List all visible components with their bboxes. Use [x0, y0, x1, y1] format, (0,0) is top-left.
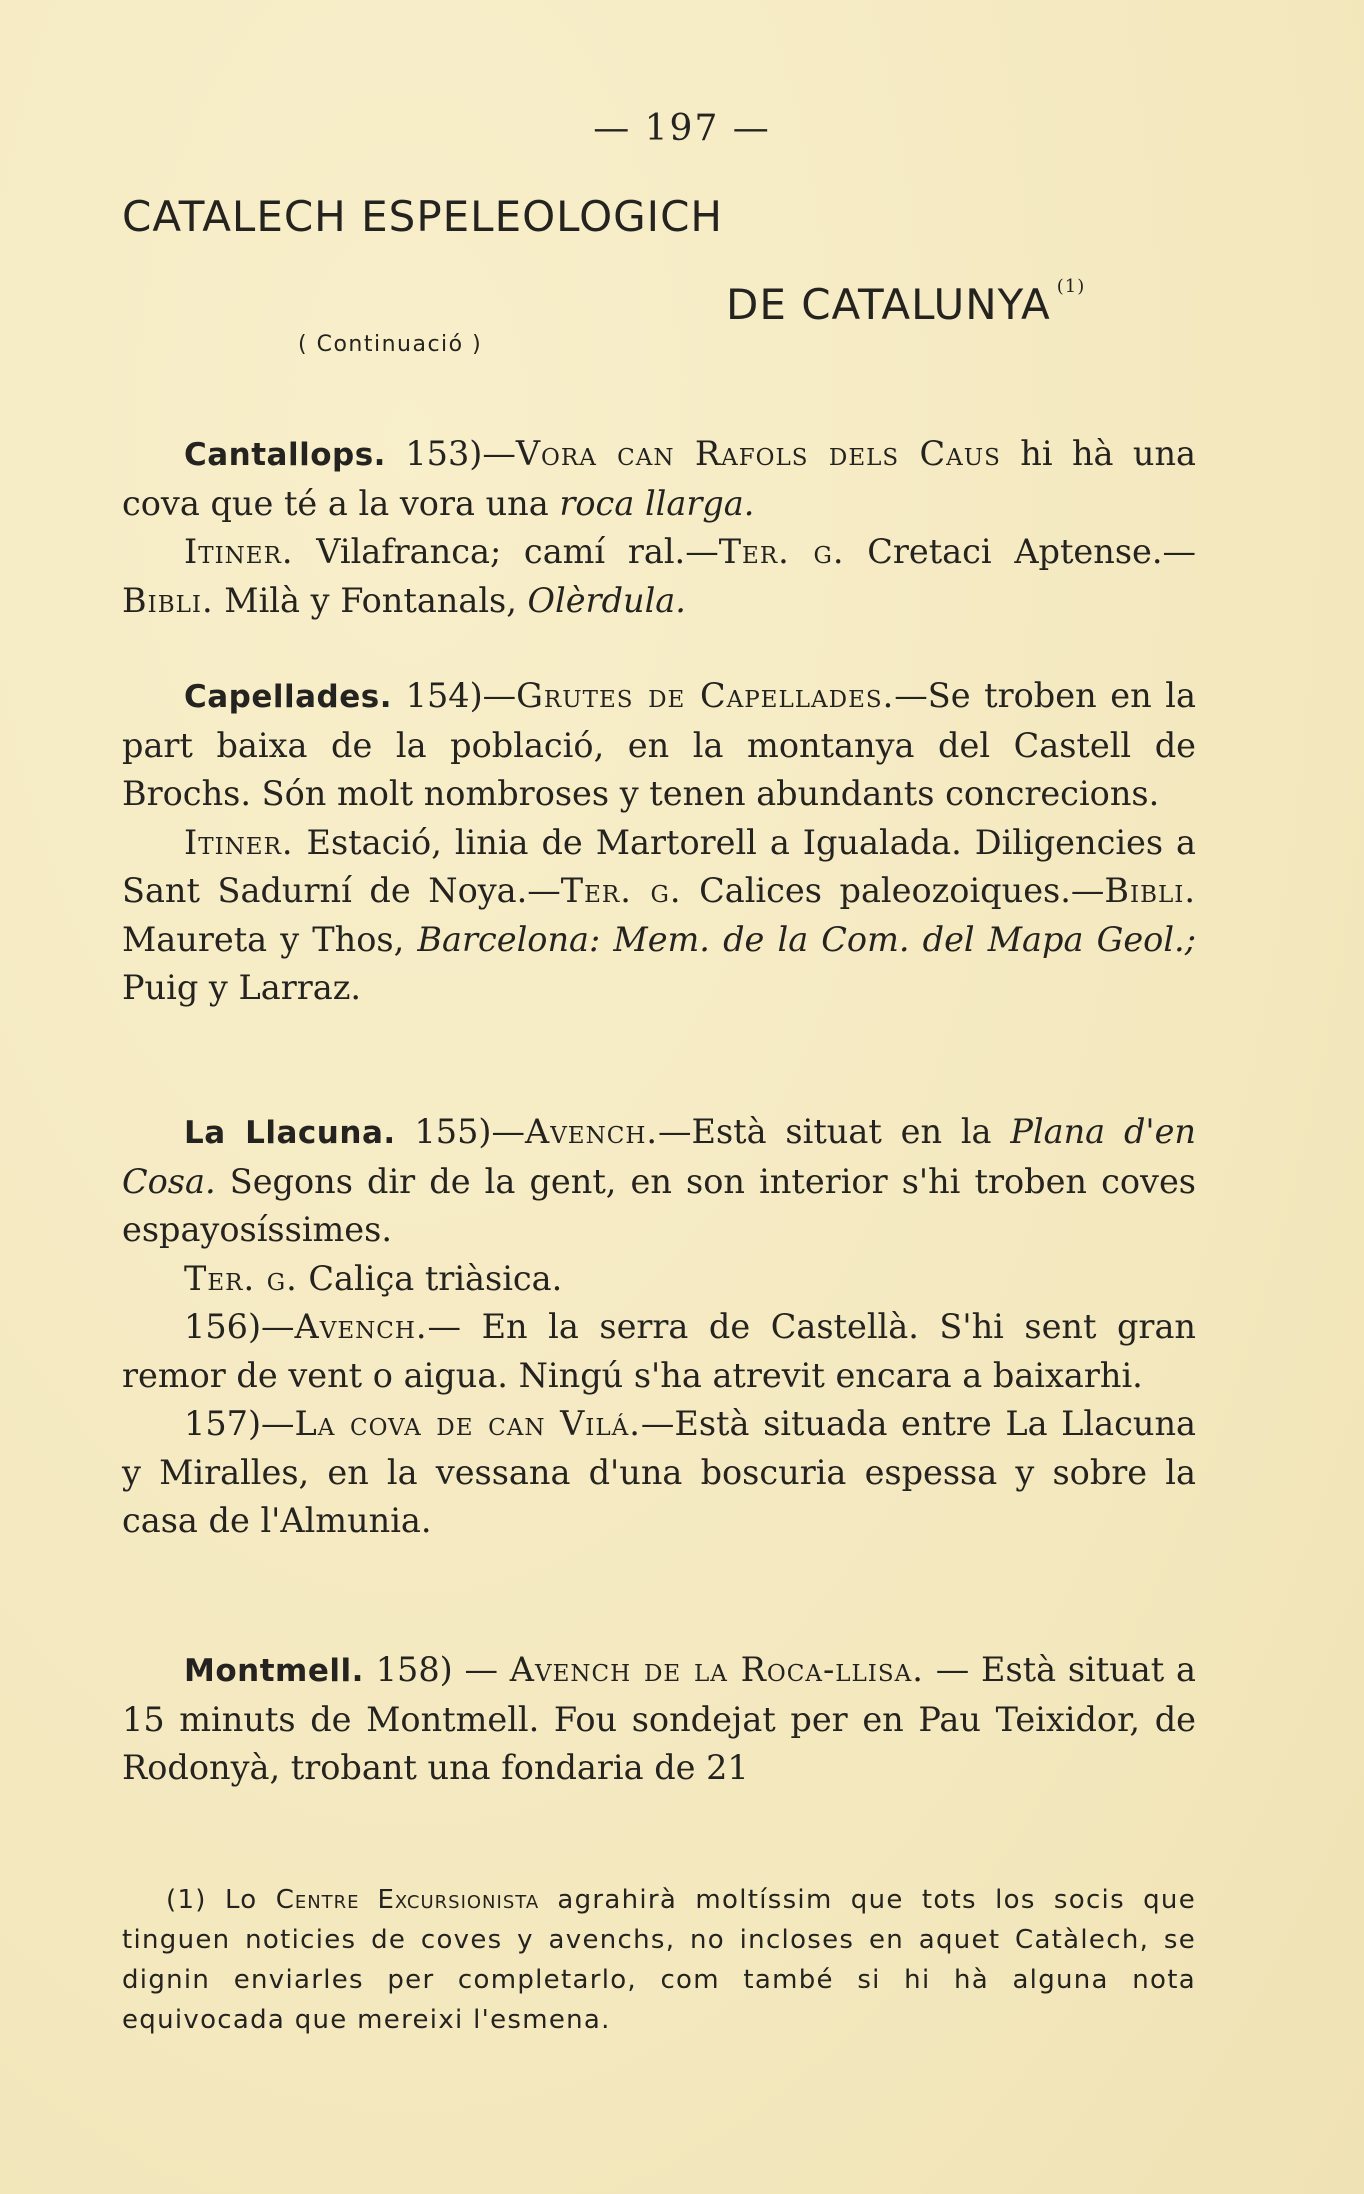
footnote-mark: (1): [166, 1885, 207, 1915]
entry-157: 157)—La cova de can Vilá.—Està situada entre La Llacuna y Miralles, en la vessana d'una boscuria espessa y sobre la casa de l'Almunia.: [122, 1404, 1196, 1540]
ter-label: Ter. g.: [718, 532, 845, 571]
place-name: Capellades.: [184, 679, 392, 715]
entry-number: 153): [405, 434, 483, 473]
dash: —: [491, 1112, 525, 1151]
bibli-italic: Olèrdula.: [527, 580, 686, 620]
dash: —: [482, 434, 516, 473]
entry-paragraph: [122, 672, 1196, 819]
entry-text: —Està situada entre La Llacuna y Miralles, en la vessana d'una boscuria espessa y sobre la casa de l'Almunia.: [122, 1404, 1196, 1540]
subtitle: ( Continuació ): [298, 332, 483, 357]
footnote: [122, 1880, 1196, 2040]
entry-number: 157): [184, 1404, 262, 1443]
page-number: — 197 —: [593, 108, 771, 149]
footnote-text: [122, 1880, 1196, 2040]
entry-text: —Se troben en la part baixa de la població, en la montanya del Castell de Brochs. Són molt nombroses y tenen abundants concrecions.: [122, 676, 1196, 813]
ter-text: Cretaci Aptense.—: [844, 532, 1196, 571]
entry-156: 156)—Avench.— En la serra de Castellà. S'hi sent gran remor de vent o aigua. Ningú s'ha atrevit encara a baixarhi.: [122, 1307, 1196, 1395]
title-footnote-mark: (1): [1056, 276, 1086, 297]
page-title: CATALECH ESPELEOLOGICH: [122, 192, 723, 241]
cave-name: Avench.: [525, 1112, 659, 1151]
entry-paragraph: [122, 430, 1196, 528]
cave-name: Vora can Rafols dels Caus: [515, 434, 1001, 473]
entry-number: 155): [414, 1112, 492, 1151]
dash: —: [482, 676, 517, 715]
entry-text: hi hà una cova que té a la vora una: [122, 434, 1196, 523]
entry-text: — En la serra de Castellà. S'hi sent gran remor de vent o aigua. Ningú s'ha atrevit encara a baixarhi.: [122, 1307, 1196, 1395]
footnote-text-before: Lo: [206, 1885, 276, 1915]
entry-refs: [122, 528, 1196, 625]
cave-name: Grutes de Capellades.: [516, 676, 895, 715]
itiner-text: Estació, linia de Martorell a Igualada. Diligencies a Sant Sadurní de Noya.—: [122, 822, 1196, 910]
entry-text-2: Segons dir de la gent, en son interior s'hi troben coves espayosíssimes.: [122, 1161, 1196, 1249]
entry-refs: [122, 1255, 1196, 1304]
entry-paragraph: [122, 1108, 1196, 1255]
ter-label: Ter. g.: [560, 871, 682, 910]
entry-number: 156): [184, 1307, 262, 1346]
place-name: Cantallops.: [184, 437, 386, 473]
itiner-label: Itiner.: [184, 532, 294, 571]
bibli-italic: Barcelona: Mem. de la Com. del Mapa Geol.;: [417, 919, 1196, 959]
place-name: La Llacuna.: [184, 1115, 396, 1151]
bibli-text: Maureta y Thos,: [122, 919, 418, 959]
entry-montmell: [122, 1646, 1196, 1793]
ter-text: Calices paleozoiques.—: [681, 871, 1105, 910]
entry-refs: [122, 819, 1196, 1013]
footnote-body: agrahirà moltíssim que tots los socis que tinguen noticies de coves y avenchs, no incloses en aquet Catàlech, se dignin enviarles per completarlo, com també si hi hà alguna nota equivocada que mereixi l'esmena.: [122, 1885, 1196, 2035]
title-line2-text: DE CATALUNYA: [726, 280, 1051, 329]
bibli-text: Milà y Fontanals,: [213, 580, 528, 620]
entry-capellades: [122, 672, 1196, 1013]
bibli-label: Bibli.: [1104, 871, 1196, 910]
dash: —: [452, 1650, 510, 1689]
entry-number: 154): [405, 676, 483, 715]
entry-llacuna: [122, 1108, 1196, 1546]
cave-name: La cova de can Vilá.: [294, 1404, 641, 1443]
ter-text: Caliça triàsica.: [297, 1258, 563, 1298]
entry-text: —Està situat en la: [658, 1112, 1011, 1151]
bibli-label: Bibli.: [122, 580, 214, 620]
bibli-text-2: Puig y Larraz.: [122, 968, 362, 1007]
cave-name: Avench.: [294, 1307, 428, 1346]
entry-italic: Plana d'en Cosa.: [122, 1112, 1197, 1201]
page-title-line2: [726, 276, 1086, 329]
entry-paragraph: [122, 1646, 1196, 1793]
itiner-text: Vilafranca; camí ral.—: [293, 532, 719, 571]
itiner-label: Itiner.: [184, 822, 294, 862]
place-name: Montmell.: [184, 1653, 364, 1689]
cave-name: Avench de la Roca-llisa.: [509, 1650, 924, 1689]
footnote-org: Centre Excursionista: [275, 1885, 540, 1915]
entry-cantallops: [122, 430, 1196, 625]
entry-text: — Està situat a 15 minuts de Montmell. Fou sondejat per en Pau Teixidor, de Rodonyà, trobant una fondaria de 21: [122, 1650, 1196, 1787]
ter-label: Ter. g.: [184, 1258, 298, 1298]
entry-number: 158): [375, 1650, 453, 1689]
entry-italic: roca llarga.: [559, 483, 755, 523]
